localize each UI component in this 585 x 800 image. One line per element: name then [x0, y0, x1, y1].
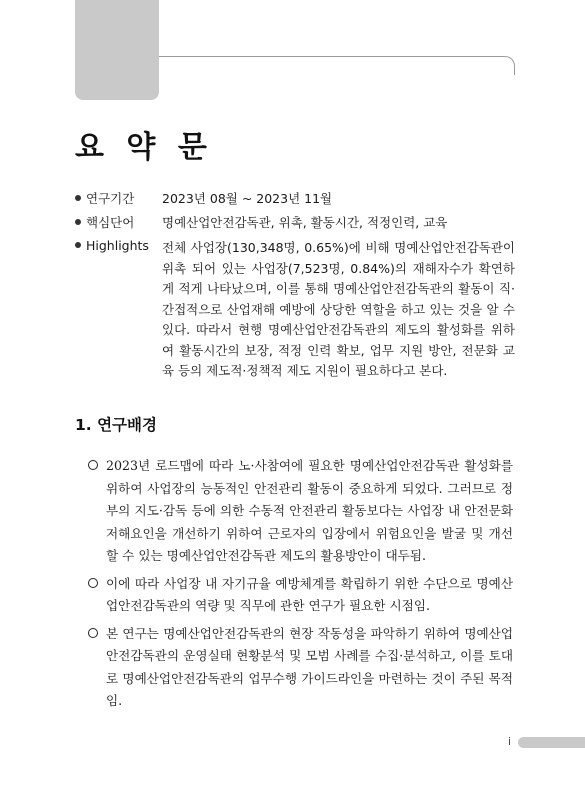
paragraph-text: 이에 따라 사업장 내 자기규율 예방체계를 확립하기 위한 수단으로 명예산업안전감독관의 역량 및 직무에 관한 연구가 필요한 시점임. [106, 575, 513, 613]
period-value: 2023년 08월 ~ 2023년 11월 [162, 191, 333, 206]
circle-bullet-icon [88, 578, 98, 588]
keywords-label: 핵심단어 [86, 215, 135, 230]
list-item [88, 455, 513, 568]
highlights-value: 전체 사업장(130,348명, 0.65%)에 비해 명예산업안전감독관이 위촉 되어 있는 사업장(7,523명, 0.84%)의 재해자수가 확연하게 적게 나타났으며, 이를 통해 명예산업안전감독관의 활동이 직·간접적으로 산업재해 예방에 상당한 역할을 하고 있는 것을 알 수 있다. 따라서 현행 명예산업안전감독관의 제도의 활성화를 위하여 활동시간의 보장, 적정 인력 확보, 업무 지원 방안, 전문화 교육 등의 제도적·정책적 제도 지원이 필요하다고 본다. [162, 240, 515, 378]
list-item [88, 623, 513, 713]
keywords-value: 명예산업안전감독관, 위촉, 활동시간, 적정인력, 교육 [162, 215, 448, 230]
period-row [75, 190, 515, 208]
highlights-label: Highlights [86, 238, 149, 253]
footer-tab-decoration [518, 737, 585, 748]
highlights-row [75, 238, 515, 382]
bullet-dot-icon [75, 242, 81, 248]
bullet-dot-icon [75, 219, 81, 225]
circle-bullet-icon [88, 460, 98, 470]
page-number: i [508, 735, 512, 748]
paragraph-text: 본 연구는 명예산업안전감독관의 현장 작동성을 파악하기 위하여 명예산업안전감독관의 운영실태 현황분석 및 모범 사례를 수집·분석하고, 이를 토대로 명예산업안전감독관의 업무수행 가이드라인을 마련하는 것이 주된 목적임. [106, 625, 513, 708]
bullet-dot-icon [75, 195, 81, 201]
period-label: 연구기간 [86, 191, 135, 206]
header-tab-decoration [75, 0, 159, 100]
section-heading: 1. 연구배경 [75, 416, 157, 434]
summary-meta [75, 190, 515, 388]
page-title: 요 약 문 [75, 130, 213, 165]
header-rule [159, 56, 515, 75]
paragraph-text: 2023년 로드맵에 따라 노·사참여에 필요한 명예산업안전감독관 활성화를 위하여 사업장의 능동적인 안전관리 활동이 중요하게 되었다. 그러므로 정부의 지도·감독 등에 의한 수동적 안전관리 활동보다는 사업장 내 안전문화 저해요인을 개선하기 위하여 근로자의 입장에서 위험요인을 발굴 및 개선할 수 있는 명예산업안전감독관 제도의 활용방안이 대두됨. [106, 458, 513, 563]
circle-bullet-icon [88, 628, 98, 638]
background-list [88, 455, 513, 718]
keywords-row [75, 214, 515, 232]
list-item [88, 573, 513, 618]
